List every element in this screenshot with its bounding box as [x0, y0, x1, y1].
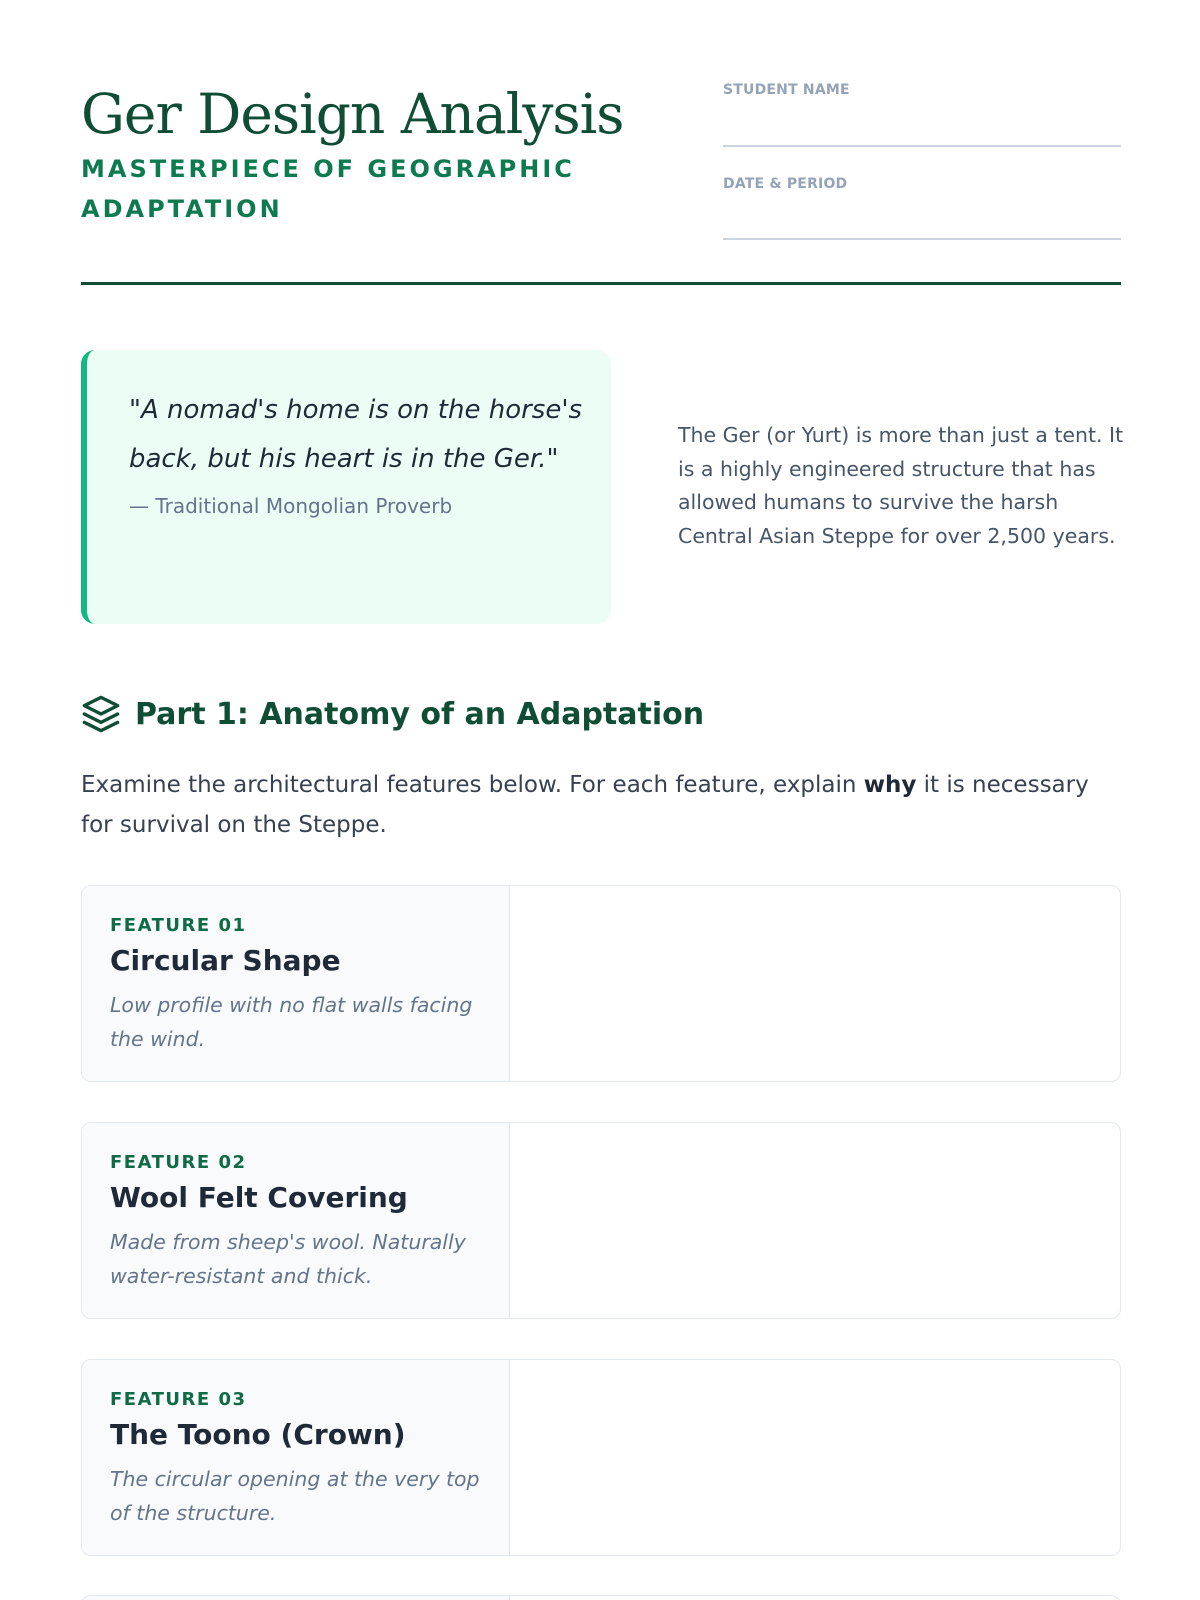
- intro-description: The Ger (or Yurt) is more than just a tent. It is a highly engineered structure that has allowed humans to survive the harsh Central Asian Steppe for over 2,500 years.: [678, 423, 1124, 548]
- layers-icon: [81, 694, 121, 734]
- feature-number: FEATURE 01: [110, 915, 247, 936]
- instructions-emphasis: why: [863, 772, 917, 798]
- date-period-label: DATE & PERIOD: [723, 176, 848, 192]
- feature-name: Wool Felt Covering: [110, 1181, 408, 1214]
- feature-info-panel: [82, 886, 510, 1081]
- quote-attribution: — Traditional Mongolian Proverb: [129, 494, 453, 518]
- feature-info-panel: [82, 1123, 510, 1318]
- section-title: Part 1: Anatomy of an Adaptation: [135, 696, 705, 732]
- feature-answer-area[interactable]: [510, 1360, 1120, 1555]
- section-header: [81, 694, 704, 734]
- page-subtitle: MASTERPIECE OF GEOGRAPHIC ADAPTATION: [81, 155, 575, 223]
- feature-answer-area[interactable]: [510, 1123, 1120, 1318]
- instructions-text-start: Examine the architectural features below. For each feature, explain: [81, 772, 864, 798]
- feature-answer-area[interactable]: [510, 1596, 1120, 1600]
- instructions-text-end: it is necessary for survival on the Steppe.: [81, 772, 1089, 838]
- feature-card: [81, 1122, 1121, 1319]
- proverb-quote-box: [81, 350, 611, 624]
- feature-card-partial: [81, 1595, 1121, 1600]
- feature-info-panel: [82, 1596, 510, 1600]
- feature-card: [81, 885, 1121, 1082]
- worksheet-header: [81, 0, 1121, 285]
- feature-answer-area[interactable]: [510, 886, 1120, 1081]
- feature-name: Circular Shape: [110, 944, 341, 977]
- feature-description: The circular opening at the very top of the structure.: [110, 1467, 480, 1525]
- section-instructions: [81, 765, 1121, 845]
- feature-name: The Toono (Crown): [110, 1418, 406, 1451]
- student-name-label: STUDENT NAME: [723, 82, 850, 98]
- feature-number: FEATURE 02: [110, 1152, 247, 1173]
- feature-description: Made from sheep's wool. Naturally water-resistant and thick.: [110, 1230, 466, 1288]
- feature-card: [81, 1359, 1121, 1556]
- page-title: Ger Design Analysis: [81, 82, 624, 146]
- date-period-field[interactable]: [723, 176, 1121, 240]
- feature-number: FEATURE 03: [110, 1389, 247, 1410]
- feature-info-panel: [82, 1360, 510, 1555]
- proverb-quote: "A nomad's home is on the horse's back, but his heart is in the Ger.": [129, 395, 583, 474]
- student-name-field[interactable]: [723, 82, 1121, 147]
- feature-description: Low profile with no flat walls facing the wind.: [110, 993, 473, 1051]
- worksheet-page: [81, 0, 1124, 1525]
